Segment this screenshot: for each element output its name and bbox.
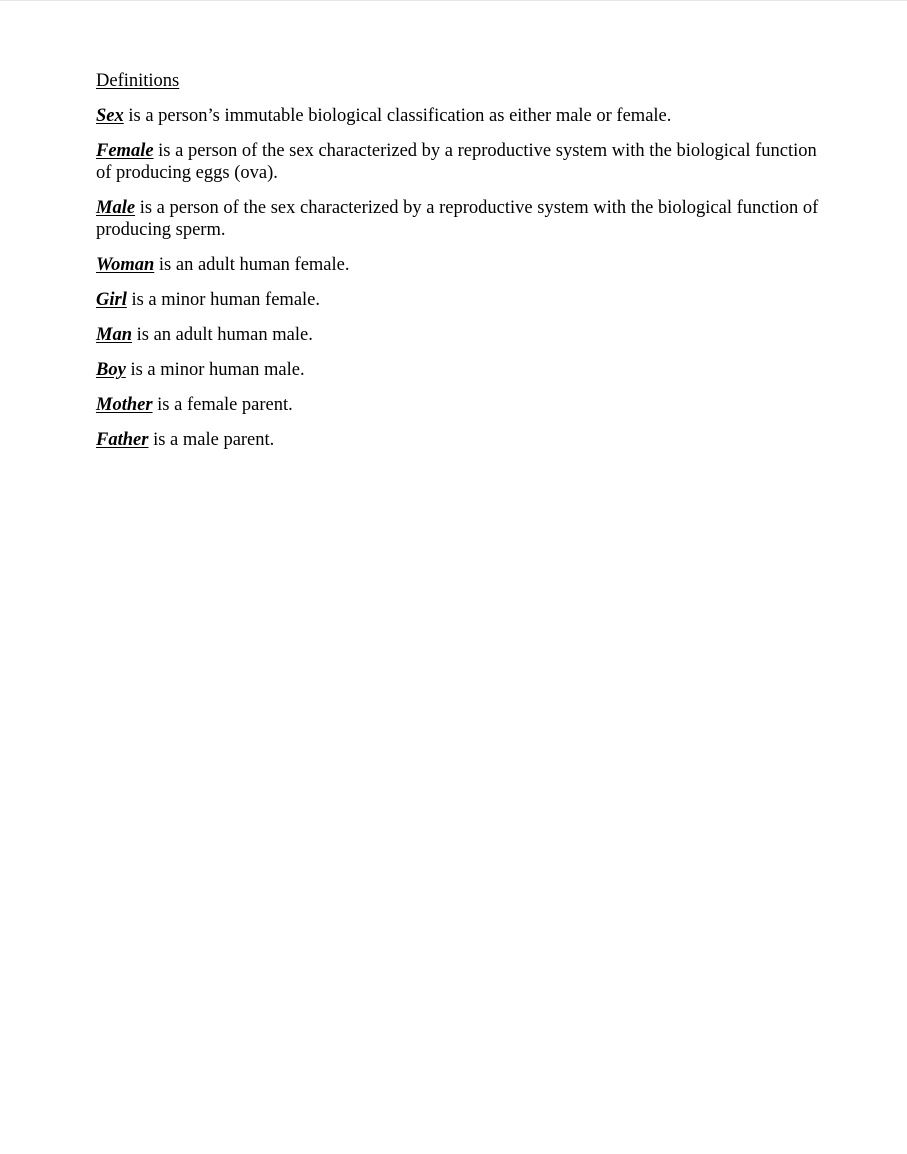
definition-text: is a person’s immutable biological classification as either male or female. [123,106,672,126]
term-girl: Girl [96,290,127,310]
definition-text: is a male parent. [148,430,275,450]
definition-sex [96,105,826,127]
term-mother: Mother [96,395,153,415]
term-father: Father [96,430,149,450]
definition-father [96,429,826,451]
page-top-border [0,0,907,1]
definition-text: is a person of the sex characterized by a reproductive system with the biological function of producing eggs (ova). [96,141,817,183]
term-female: Female [96,141,154,161]
definition-text: is a person of the sex characterized by a reproductive system with the biological function of producing sperm. [96,198,819,240]
definition-text: is a minor human male. [125,360,305,380]
term-woman: Woman [96,255,155,275]
document-page [96,70,826,464]
definition-text: is an adult human female. [154,255,350,275]
term-boy: Boy [96,360,126,380]
definition-girl [96,289,826,311]
definition-male [96,197,826,241]
term-man: Man [96,325,132,345]
definition-female [96,140,826,184]
definition-text: is an adult human male. [132,325,313,345]
term-sex: Sex [96,106,124,126]
definition-text: is a female parent. [152,395,293,415]
definition-mother [96,394,826,416]
definition-woman [96,254,826,276]
term-male: Male [96,198,136,218]
definition-boy [96,359,826,381]
definitions-heading: Definitions [96,71,180,91]
definition-text: is a minor human female. [126,290,321,310]
definition-man [96,324,826,346]
